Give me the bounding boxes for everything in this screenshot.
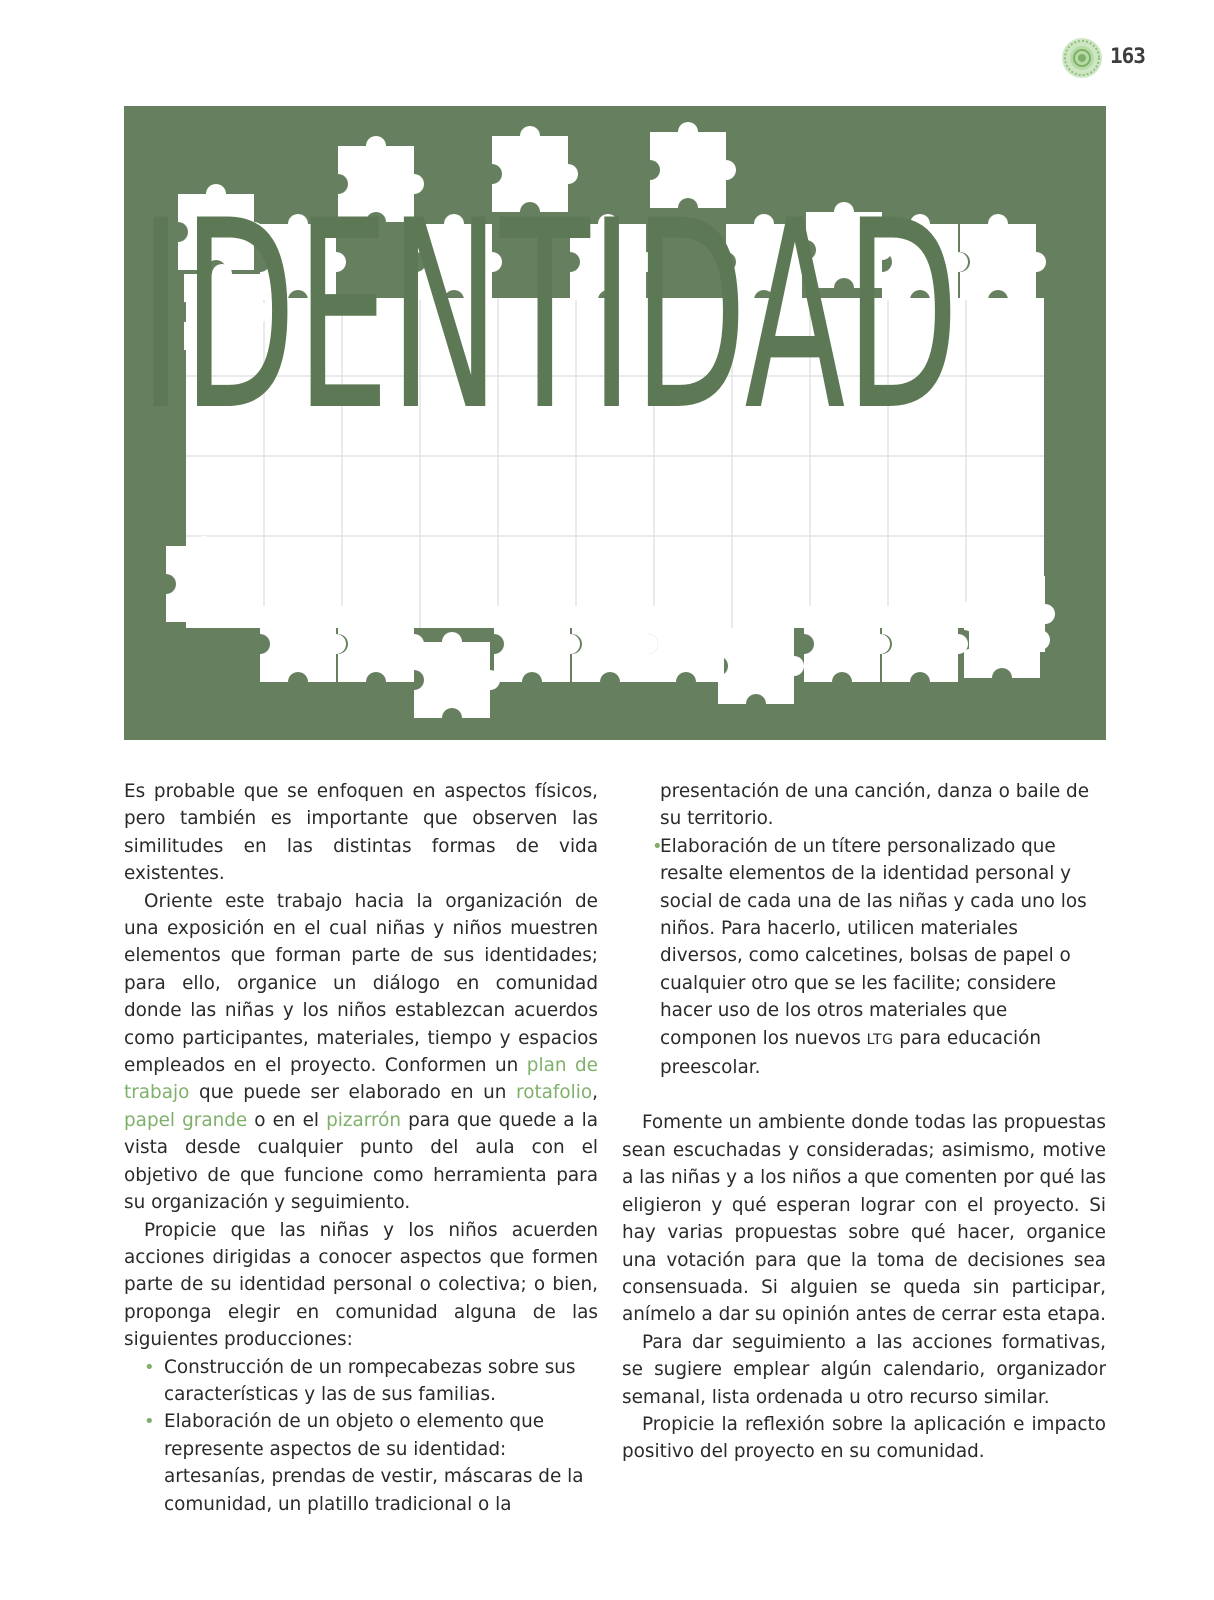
paragraph-actions: Propicie que las niñas y los niños acuerden acciones dirigidas a conocer aspectos que formen parte de su identidad personal o colectiva; o bien, proponga elegir en comunidad alguna de las siguientes producciones: [124,1219,598,1351]
paragraph-followup: Para dar seguimiento a las acciones formativas, se sugiere emplear algún calendario, organizador semanal, lista ordenada u otro recurso similar. [622,1331,1106,1408]
productions-list-continued [632,833,1106,1082]
hero-title [124,106,974,436]
svg-text:IDENTIDAD: IDENTIDAD [139,166,959,436]
right-column [622,778,1106,1466]
keyword-pizarron: pizarrón [326,1109,402,1131]
paragraph-intro: Es probable que se enfoquen en aspectos físicos, pero también es importante que observen las similitudes en las distintas formas de vida existentes. [124,781,598,885]
list-item: • Elaboración de un títere personalizado que resalte elementos de la identidad personal y social de cada una de las niñas y cada uno los niños. Para hacerlo, utilicen materiales diversos, como calcetines, bolsas de papel o cualquier otro que se les facilite; considere hacer uso de los otros materiales que componen los nuevos LTG para educación preescolar. [632,833,1106,1082]
circular-sun-emblem-icon [1060,36,1104,80]
keyword-plan-de-trabajo: plan de trabajo [124,1055,598,1104]
page-number: 163 [1110,44,1145,68]
page-header [1060,36,1160,80]
list-item: • Elaboración de un objeto o elemento que represente aspectos de su identidad: artesanías, prendas de vestir, máscaras de la comunidad, un platillo tradicional o la [124,1408,598,1518]
paragraph-reflection: Propicie la reflexión sobre la aplicación e impacto positivo del proyecto en su comunidad. [622,1413,1106,1463]
hero-illustration [124,106,1106,740]
left-column [124,778,598,1518]
list-item-continuation: presentación de una canción, danza o baile de su territorio. [660,781,1090,830]
keyword-papel-grande: papel grande [124,1109,248,1131]
paragraph-exhibition: Oriente este trabajo hacia la organización de una exposición en el cual niñas y niños muestren elementos que forman parte de sus identidades; para ello, organice un diálogo en comunidad donde las niñas y los niños establezcan acuerdos como participantes, materiales, tiempo y espacios empleados en el proyecto. Conformen un plan de trabajo que puede ser elaborado en un rotafolio, papel grande o en el pizarrón para que quede a la vista desde cualquier punto del aula con el objetivo de que funcione como herramienta para su organización y seguimiento. [124,890,598,1214]
paragraph-proposals: Fomente un ambiente donde todas las propuestas sean escuchadas y consideradas; asimismo, motive a las niñas y a los niños a que comenten por qué las eligieron y qué esperan lograr con el proyecto. Si hay varias propuestas sobre qué hacer, organice una votación para que la toma de decisiones sea consensuada. Si alguien se queda sin participar, anímelo a dar su opinión antes de cerrar esta etapa. [622,1112,1106,1326]
productions-list [124,1354,598,1518]
keyword-rotafolio: rotafolio [516,1082,593,1104]
list-item: • Construcción de un rompecabezas sobre sus características y las de sus familias. [124,1354,598,1409]
